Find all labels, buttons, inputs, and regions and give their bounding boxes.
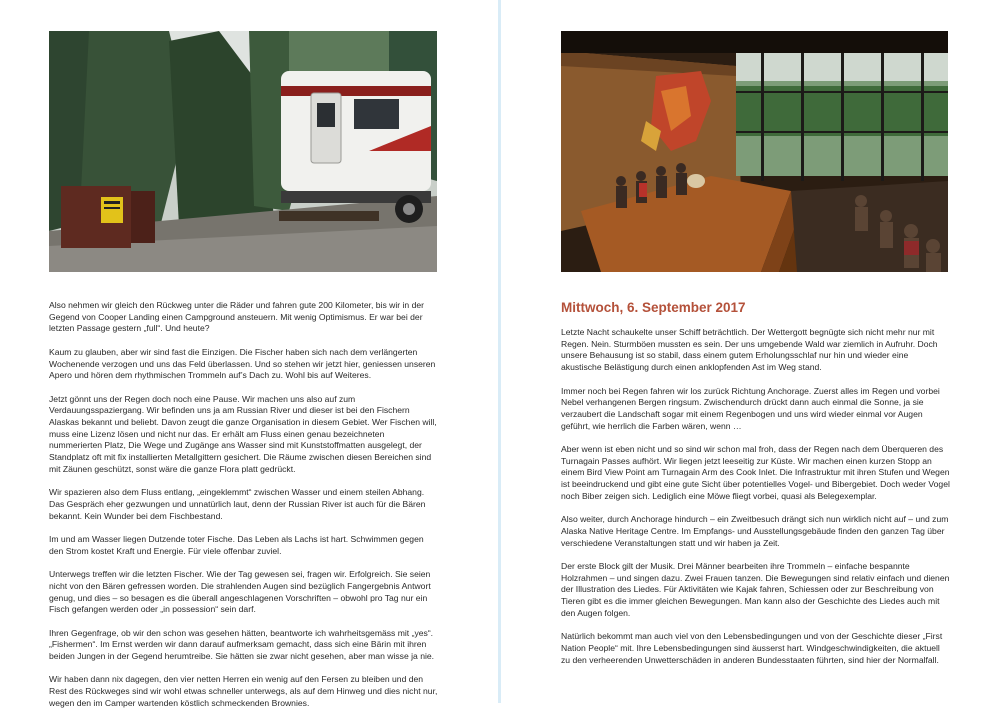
left-paragraph-6: Unterwegs treffen wir die letzten Fischer. Wie der Tag gewesen sei, fragen wir. Erfolgreich. Sie seien nicht von den Bären gefressen worden. Die strahlenden Augen sind bezüglich Fangergebnis Antwort genug, und dies – so besagen es die überall angeschlagenen Vorschriften – obwohl pro Tag nur ein Fisch gefangen werden oder „in possession“ sein darf. xyxy=(49,569,431,615)
left-paragraph-7: Ihren Gegenfrage, ob wir den schon was gesehen hätten, beantworte ich wahrheitsgemäss mit „yes“. „Fishermen“. Im Ernst werden wir dann darauf aufmerksam gemacht, dass sich eine Bärin mit ihren beiden Jungen in der Gegend herumtreibe. Sie hätten sie zwar nicht gesehen, aber man wisse ja nie. xyxy=(49,627,435,661)
left-paragraph-8: Wir haben dann nix dagegen, den vier netten Herren ein wenig auf den Fersen zu bleiben und den Rest des Rückweges sind wir wohl etwas schneller unterwegs, als auf dem Hinweg und dies nicht nur, wegen den im Camper wartenden köstlich schmeckenden Brownies. xyxy=(49,674,438,708)
campground-photo xyxy=(49,31,437,272)
left-paragraph-1: Also nehmen wir gleich den Rückweg unter die Räder und fahren gute 200 Kilometer, bis wir in der Gegend von Cooper Landing einen Campground ansteuern. Mit wenig Optimismus. Er war bei der letzten Passage gestern „full“. Und heute? xyxy=(49,300,424,334)
right-paragraph-6: Natürlich bekommt man auch viel von den Lebensbedingungen und von der Geschichte dieser „First Nation People“ mit. Ihre Lebensbedingungen sind äusserst hart. Windgeschwindigkeiten, die aktuell zu den verheerenden Unwetterschäden in anderen Bundesstaaten führten, sind hier der Normalfall. xyxy=(561,631,943,665)
right-paragraph-5: Der erste Block gilt der Musik. Drei Männer bearbeiten ihre Trommeln – einfache bespannte Holzrahmen – und singen dazu. Zwei Frauen tanzen. Die Bewegungen sind relativ einfach und dienen der Illustration des Liedes. Für Aktivitäten wie Kajak fahren, Schiessen oder zur Beschreibung von Tieren gibt es die immer gleichen Bewegungen. Man kann also der Geschichte des Liedes auch mit den Augen folgen. xyxy=(561,561,950,618)
right-paragraph-4: Also weiter, durch Anchorage hindurch – ein Zweitbesuch drängt sich nun wirklich nicht auf – und zum Alaska Native Heritage Centre. Im Empfangs- und Ausstellungsgebäude finden den ganzen Tag über verschiedene Veranstaltungen statt und wir haben ja Zeit. xyxy=(561,514,949,548)
left-text-column xyxy=(49,300,439,721)
right-paragraph-1: Letzte Nacht schaukelte unser Schiff beträchtlich. Der Wettergott begnügte sich nicht mehr nur mit Regen. Nein. Sturmböen mussten es sein. Der uns umgebende Wald war ziemlich in Aufruhr. Doch unsere Behausung ist so stabil, dass einem gutem Erholungsschlaf nur hin und wieder eine akustische Belästigung durch einen anklopfenden Ast im Weg stand. xyxy=(561,327,938,373)
heritage-centre-photo xyxy=(561,31,948,272)
left-paragraph-5: Im und am Wasser liegen Dutzende toter Fische. Das Leben als Lachs ist hart. Schwimmen gegen den Strom kostet Kraft und Energie. Für viele offenbar zuviel. xyxy=(49,534,424,556)
left-paragraph-3: Jetzt gönnt uns der Regen doch noch eine Pause. Wir machen uns also auf zum Verdauungsspaziergang. Wir befinden uns ja am Russian River und dieser ist bei den Fischern Alaskas bekannt und beliebt. Davon zeugt die ganze Organisation in diesem Gebiet. Wer Fischen will, muss eine Lizenz lösen und nicht nur das. Er erhält am Fluss einen genau bezeichneten nummerierten Platz, Die Wege und Zugänge ans Wasser sind mit Kunststoffmatten ausgelegt, der Standplatz oft mit fix installierten Metallgittern gesichert. Die Räume zwischen diesen Bereichen sind mit Zäunen geschützt, sonst wäre die ganze Flora platt gedrückt. xyxy=(49,393,437,474)
left-page xyxy=(0,0,498,708)
right-paragraph-2: Immer noch bei Regen fahren wir los zurück Richtung Anchorage. Zuerst alles im Regen und vorbei Nebel verhangenen Bergen ringsum. Zwischendurch drückt dann auch einmal die Sonne, ja sie verzaubert die Landschaft sogar mit einem Regenbogen und uns wird wieder einmal vor Augen geführt, wie herrlich die Farben wären, wenn … xyxy=(561,385,940,431)
heritage-centre-photo-drawing xyxy=(561,31,948,272)
page-heading: Mittwoch, 6. September 2017 xyxy=(561,300,746,315)
left-paragraph-2: Kaum zu glauben, aber wir sind fast die Einzigen. Die Fischer haben sich nach dem verlängerten Wochenende verzogen und uns das Feld überlassen. Und so stehen wir jetzt hier, geniessen unseren Apero und hören dem rhythmischen Trommeln auf’s Dach zu. Wohl bis auf Weiteres. xyxy=(49,346,436,381)
campground-photo-drawing xyxy=(49,31,437,272)
right-page xyxy=(501,0,1000,703)
right-paragraph-3: Aber wenn ist eben nicht und so sind wir schon mal froh, dass der Regen nach dem Überqueren des Turnagain Passes aufhört. Wir liegen jetzt leeseitig zur Küste. Wir machen einen kurzen Stopp an einem Bird View Point am Turnagain Arm des Cook Inlet. Die Infrastruktur mit ihren Stufen und Wegen ist beeindruckend und gibt eine gute Sicht über potentielles Vogel- und Bibergebiet. Doch weder Vogel noch Biber zeigen sich. Lediglich eine Möwe fliegt vorbei, quasi als Belegexemplar. xyxy=(561,444,950,501)
right-text-column xyxy=(561,327,951,678)
left-paragraph-4: Wir spazieren also dem Fluss entlang, „eingeklemmt“ zwischen Wasser und einem steilen Abhang. Das Gespräch eher gezwungen und unnatürlich laut, denn der Russian River ist auch für die Bären bekannt. Kein Wunder bei dem Fischbestand. xyxy=(49,487,426,521)
